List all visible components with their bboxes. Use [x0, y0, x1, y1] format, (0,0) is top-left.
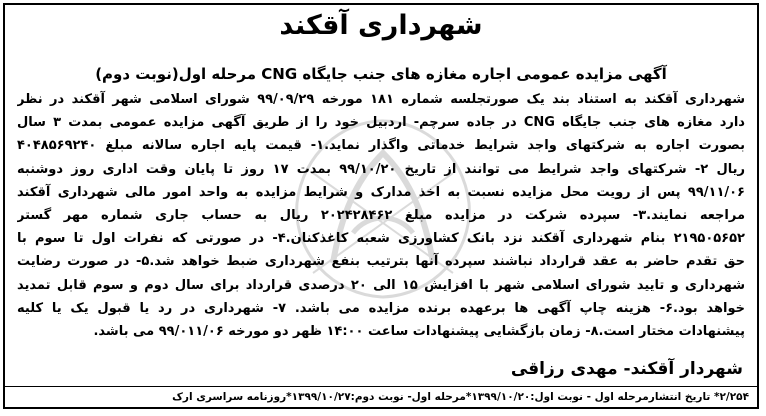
notice-body-line: بصورت اجاره به شرکتهای واجد شرایط خدماتی واگذار نماید.۱- قیمت پایه اجاره سالانه مبلغ ۴۰۴۸۵۶۹۲۴۰ [17, 138, 745, 154]
notice-signature: شهردار آقکند- مهدی رزاقی [510, 359, 743, 379]
notice-frame [3, 3, 759, 409]
notice-footer: ۲/۲۵۴* تاریخ انتشارمرحله اول - نوبت اول:۱۳۹۹/۱۰/۲۰*مرحله اول- نوبت دوم:۱۳۹۹/۱۰/۲۷*روزنامه سراسری ارک [172, 391, 749, 403]
notice-body-line: دارد مغازه های جنب جایگاه CNG در جاده سرچم- اردبیل خود را از طریق آگهی مزایده عمومی بمدت ۳ سال [17, 115, 745, 131]
notice-body-line: ۲۱۹۵۰۵۶۵۲ بنام شهرداری آقکند نزد بانک کشاورزی شعبه کاغذکنان.۴- در صورتی که نفرات اول تا سوم با [17, 231, 745, 247]
notice-body [17, 88, 745, 343]
notice-body-line: ۹۹/۱۱/۰۶ پس از رویت محل مزایده نسبت به اخذ مدارک و شرایط مزایده به واحد امور مالی شهرداری آقکند [17, 184, 745, 200]
notice-body-line: مراجعه نمایند.۳- سپرده شرکت در مزایده مبلغ ۲۰۲۴۲۸۴۶۲ ریال به حساب جاری شماره مهر گستر [17, 208, 745, 224]
notice-title: شهرداری آقکند [279, 10, 483, 41]
notice-subtitle: آگهی مزایده عمومی اجاره مغازه های جنب جایگاه CNG مرحله اول(نوبت دوم) [95, 65, 667, 83]
footer-divider [5, 386, 757, 387]
notice-body-line: ریال ۲- شرکتهای واجد شرایط می توانند از تاریخ ۹۹/۱۰/۲۰ بمدت ۱۷ روز تا پایان وقت اداری روز دوشنبه [17, 161, 745, 177]
notice-body-line: خواهد بود.۶- هزینه چاپ آگهی ها برعهده برنده مزایده می باشد. ۷- شهرداری در رد یا قبول یک یا کلیه [17, 300, 745, 316]
notice-body-line: شهرداری آقکند به استناد بند یک صورتجلسه شماره ۱۸۱ مورخه ۹۹/۰۹/۲۹ شورای اسلامی شهر آقکند در نظر [17, 92, 745, 107]
notice-body-line: پیشنهادات مختار است.۸- زمان بازگشایی پیشنهادات ساعت ۱۴:۰۰ ظهر دو مورخه ۹۹/۰۱۱/۰۶ می باشد. [93, 324, 745, 340]
notice-body-line: حق تقدم حاضر به عقد قرارداد نباشند سپرده آنها بترتیب بنفع شهرداری ضبط خواهد شد.۵- در صورت رضایت [17, 254, 745, 270]
notice-body-line: شهرداری و تایید شورای اسلامی شهر با افزایش ۱۵ الی ۲۰ درصدی قرارداد برای سال دوم و سوم قابل تمدید [17, 277, 745, 293]
